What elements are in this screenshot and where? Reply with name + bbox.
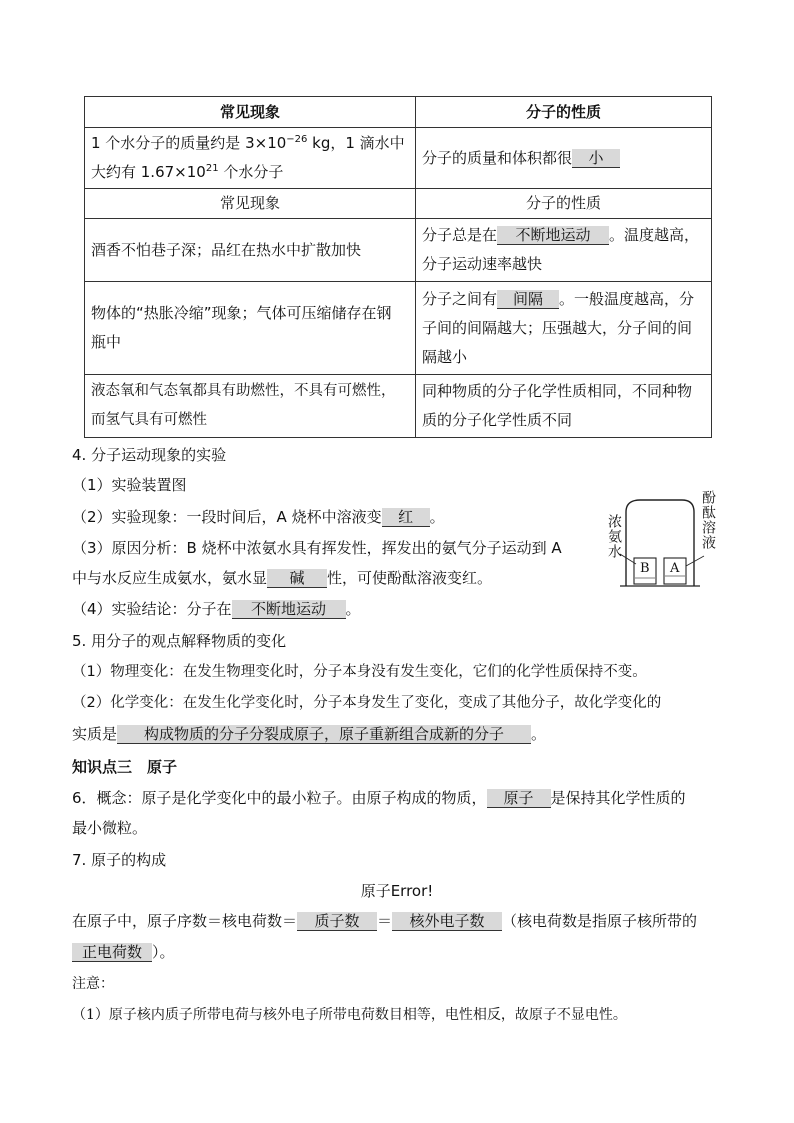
answer-blank: 构成物质的分子分裂成原子，原子重新组合成新的分子: [117, 725, 531, 744]
section4-title: 4. 分子运动现象的实验: [72, 446, 227, 464]
table-header-row: [85, 97, 712, 128]
section4-item3-line1: （3）原因分析：B 烧杯中浓氨水具有挥发性，挥发出的氨气分子运动到 A: [72, 539, 562, 557]
knowledge3-item6-line2: 最小微粒。: [72, 819, 148, 837]
row2-property: 分子总是在 不断地运动 。温度越高， 分子运动速率越快: [416, 219, 712, 282]
answer-blank: 碱: [267, 569, 327, 588]
answer-blank: 正电荷数: [72, 943, 152, 962]
table-subheader-row: [85, 189, 712, 219]
atomic-number-relation-line2: 正电荷数 ）。: [72, 941, 175, 963]
table-row: [85, 282, 712, 375]
experiment-apparatus-figure: [600, 490, 720, 590]
knowledge3-item6: 6．概念：原子是化学变化中的最小粒子。由原子构成的物质， 原子 是保持其化学性质的: [72, 789, 686, 807]
section5-item1: （1）物理变化：在发生物理变化时，分子本身没有发生变化，它们的化学性质保持不变。: [72, 664, 647, 680]
beaker-b-label: B: [640, 561, 650, 576]
answer-blank: 间隔: [497, 290, 559, 309]
answer-blank: 质子数: [297, 912, 377, 931]
row1-property: 分子的质量和体积都很 小: [416, 128, 712, 189]
label-phenolphthalein: 酚酞溶液: [700, 490, 716, 550]
label-conc-ammonia: 浓氨水: [606, 514, 622, 559]
knowledge3-item7-title: 7. 原子的构成: [72, 851, 167, 869]
knowledge3-title: 知识点三 原子: [72, 758, 178, 776]
section5-title: 5. 用分子的观点解释物质的变化: [72, 632, 287, 650]
subheader-phenomenon: 常见现象: [85, 189, 416, 219]
answer-blank: 不断地运动: [497, 226, 609, 245]
row3-property: 分子之间有 间隔 。一般温度越高，分 子间的间隔越大；压强越大，分子间的间 隔越小: [416, 282, 712, 375]
answer-blank: 核外电子数: [392, 912, 502, 931]
answer-blank: 红: [382, 508, 430, 527]
table-row: [85, 219, 712, 282]
subheader-property: 分子的性质: [416, 189, 712, 219]
section4-item4: （4）实验结论：分子在 不断地运动 。: [72, 600, 361, 618]
answer-blank: 不断地运动: [232, 600, 346, 619]
row2-phenomenon: 酒香不怕巷子深；品红在热水中扩散加快: [85, 219, 416, 282]
molecule-properties-table: [84, 96, 712, 438]
atomic-number-relation: 在原子中，原子序数＝核电荷数＝ 质子数 ＝ 核外电子数 （核电荷数是指原子核所带的: [72, 912, 698, 930]
section4-item3-line2: 中与水反应生成氨水，氨水显 碱 性，可使酚酞溶液变红。: [72, 569, 493, 587]
header-phenomenon: 常见现象: [85, 97, 416, 128]
row1-phenomenon: 1 个水分子的质量约是 $3\times 10^{-26}$ kg，1 滴水中 大约有 $1.67\times 10^{21}$ 个水分子: [85, 128, 416, 189]
section4-item2: （2）实验现象：一段时间后，A 烧杯中溶液变 红 。: [72, 508, 445, 526]
answer-blank: 小: [572, 149, 620, 168]
note-label: 注意：: [72, 976, 114, 992]
row3-phenomenon: 物体的“热胀冷缩”现象；气体可压缩储存在钢 瓶中: [85, 282, 416, 375]
header-property: 分子的性质: [416, 97, 712, 128]
bell-jar-diagram: [600, 490, 720, 590]
atom-structure-formula: 原子Error!: [360, 882, 434, 900]
section5-item2-line1: （2）化学变化：在发生化学变化时，分子本身发生了变化，变成了其他分子，故化学变化的: [72, 695, 662, 711]
beaker-a-label: A: [670, 561, 680, 576]
section4-item1: （1）实验装置图: [72, 476, 187, 494]
answer-blank: 原子: [487, 789, 551, 808]
section5-item2-line2: 实质是 构成物质的分子分裂成原子，原子重新组合成新的分子 。: [72, 725, 547, 743]
row4-property: 同种物质的分子化学性质相同，不同种物 质的分子化学性质不同: [416, 375, 712, 438]
table-row: [85, 375, 712, 438]
row4-phenomenon: 液态氧和气态氧都具有助燃性，不具有可燃性， 而氢气具有可燃性: [85, 375, 416, 438]
note-item1: （1）原子核内质子所带电荷与核外电子所带电荷数目相等，电性相反，故原子不显电性。: [72, 1007, 627, 1023]
table-row: [85, 128, 712, 189]
